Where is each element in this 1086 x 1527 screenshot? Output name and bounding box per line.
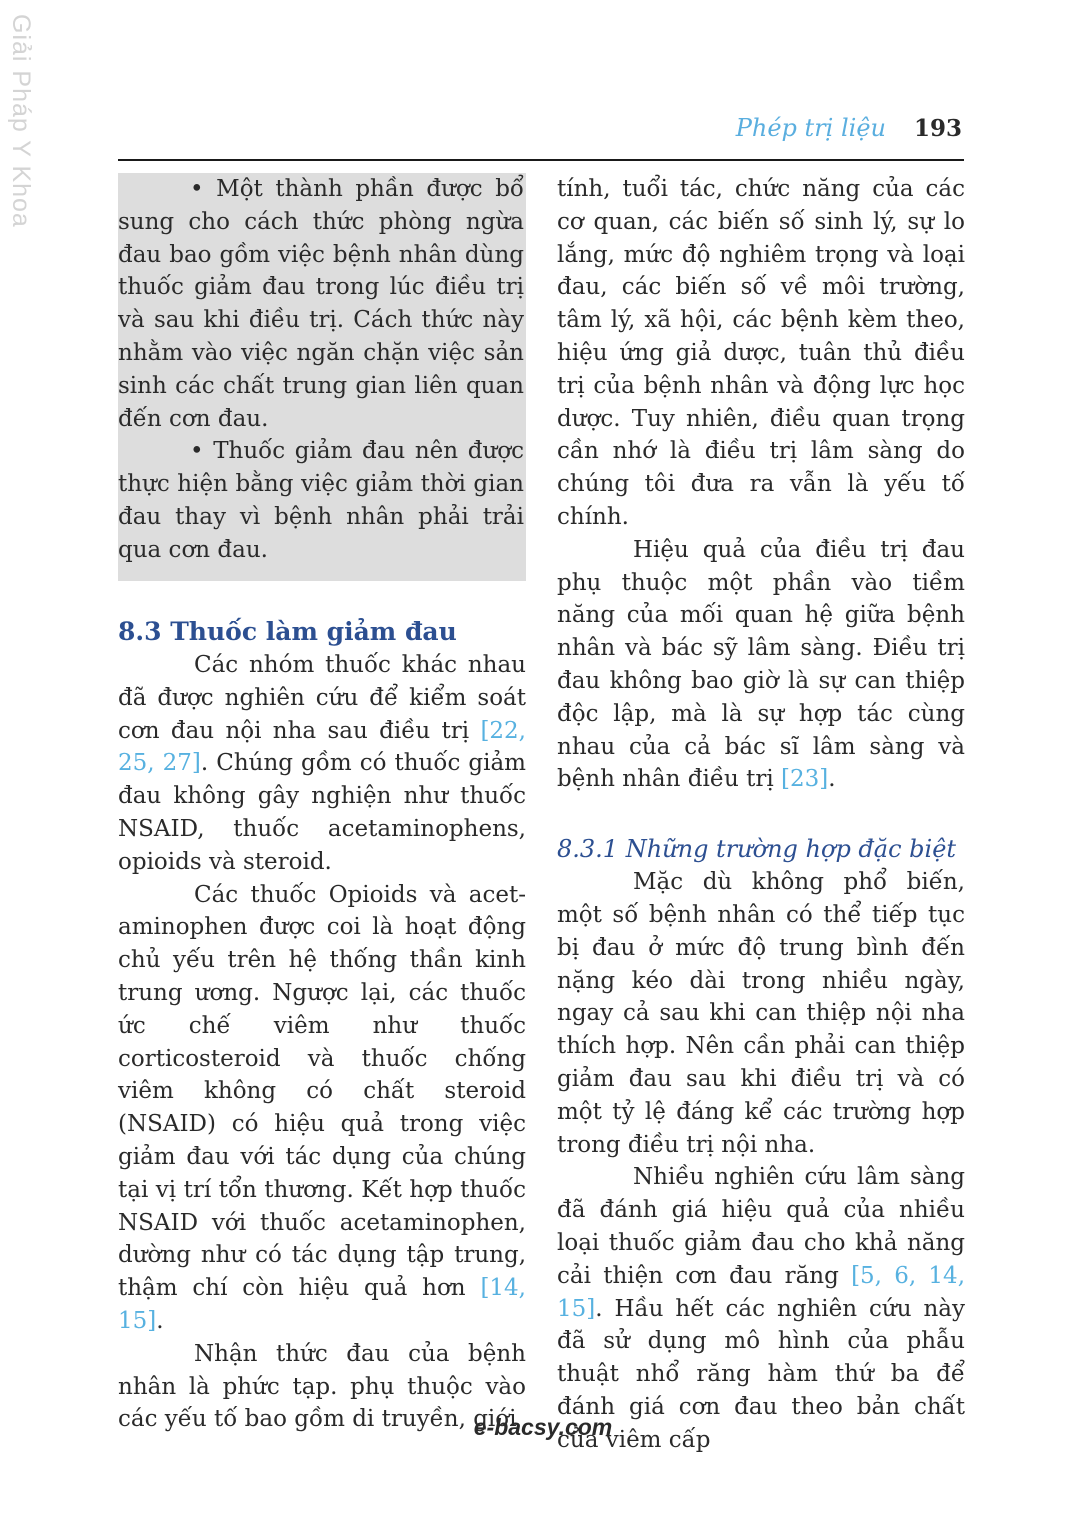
left-column — [118, 173, 526, 1436]
chapter-title: Phép trị liệu — [735, 114, 886, 142]
header-rule — [118, 159, 964, 161]
highlight-box — [118, 173, 526, 581]
paragraph-text: . — [156, 1307, 164, 1334]
paragraph: Nhận thức đau của bệnh nhân là phức tạp. phụ thuộc vào các yếu tố bao gồm di truyền, giới — [118, 1340, 526, 1433]
paragraph — [557, 1161, 965, 1456]
footer-website: e-bacsy.com — [473, 1414, 613, 1440]
paragraph-text: Nhiều nghiên cứu lâm sàng đã đánh giá hiệu quả của nhiều loại thuốc giảm đau cho khả năng cải thiện cơn đau răng — [557, 1164, 965, 1289]
paragraph-text: . Chúng gồm có thuốc giảm đau không gây nghiện như thuốc NSAID, thuốc acetaminophens, opioids và steroid. — [118, 750, 526, 875]
paragraph — [118, 879, 526, 1338]
paragraph — [118, 649, 526, 879]
citation[interactable]: [23] — [781, 766, 829, 793]
side-watermark: Giải Pháp Y Khoa — [7, 14, 35, 228]
paragraph-text: Các thuốc Opioids và acetaminophen được coi là hoạt động chủ yếu trên hệ thống thần kinh trung ương. Ngược lại, các thuốc ức chế viêm như thuốc corticosteroid và thuốc chống viêm không có chất steroid (NSAID) có hiệu quả trong việc giảm đau với tác dụng của chúng tại vị trí tổn thương. Kết hợp thuốc NSAID với thuốc acetaminophen, dường như có tác dụng tập trung, thậm chí còn hiệu quả hơn — [118, 881, 526, 1302]
paragraph: tính, tuổi tác, chức năng của các cơ quan, các biến số sinh lý, sự lo lắng, mức độ nghiêm trọng và loại đau, các biến số về môi trường, tâm lý, xã hội, các bệnh kèm theo, hiệu ứng giả dược, tuân thủ điều trị của bệnh nhân và động lực học dược. Tuy nhiên, điều quan trọng cần nhớ là điều trị lâm sàng do chúng tôi đưa ra vẫn là yếu tố chính. — [557, 176, 965, 530]
box-bullet-2: • Thuốc giảm đau nên được thực hiện bằng việc giảm thời gian đau thay vì bệnh nhân phải trải qua cơn đau. — [118, 438, 524, 563]
paragraph-text: . — [828, 766, 836, 793]
paragraph-text: Các nhóm thuốc khác nhau đã được nghiên cứu để kiểm soát cơn đau nội nha sau điều trị — [118, 652, 526, 744]
citation[interactable]: [5, 6, 14, 15] — [557, 1262, 965, 1322]
paragraph-text: . Hầu hết các nghiên cứu này đã sử dụng mô hình của phẫu thuật nhổ răng hàm thứ ba để đánh giá cơn đau theo bản chất của viêm cấp — [557, 1295, 965, 1453]
citation[interactable]: [14, 15] — [118, 1275, 526, 1334]
page-number: 193 — [913, 115, 962, 142]
paragraph — [557, 534, 965, 796]
right-column — [557, 173, 965, 1456]
box-bullet-1: • Một thành phần được bổ sung cho cách thức phòng ngừa đau bao gồm việc bệnh nhân dùng thuốc giảm đau trong lúc điều trị và sau khi điều trị. Cách thức này nhằm vào việc ngăn chặn việc sản sinh các chất trung gian liên quan đến cơn đau. — [118, 176, 524, 432]
section-heading: 8.3 Thuốc làm giảm đau — [118, 617, 457, 646]
paragraph-text: Hiệu quả của điều trị đau phụ thuộc một phần vào tiềm năng của mối quan hệ giữa bệnh nhân và bác sỹ lâm sàng. Điều trị đau không bao giờ là sự can thiệp độc lập, mà là sự hợp tác cùng nhau của cả bác sĩ lâm sàng và bệnh nhân điều trị — [557, 536, 965, 793]
subsection-heading: 8.3.1 Những trường hợp đặc biệt — [557, 835, 957, 864]
citation[interactable]: [22, 25, 27] — [118, 717, 526, 777]
paragraph: Mặc dù không phổ biến, một số bệnh nhân có thể tiếp tục bị đau ở mức độ trung bình đến nặng kéo dài trong nhiều ngày, ngay cả sau khi can thiệp nội nha thích hợp. Nên cần phải can thiệp giảm đau sau khi điều trị và có một tỷ lệ đáng kể các trường hợp trong điều trị nội nha. — [557, 869, 965, 1158]
running-header — [736, 114, 962, 142]
